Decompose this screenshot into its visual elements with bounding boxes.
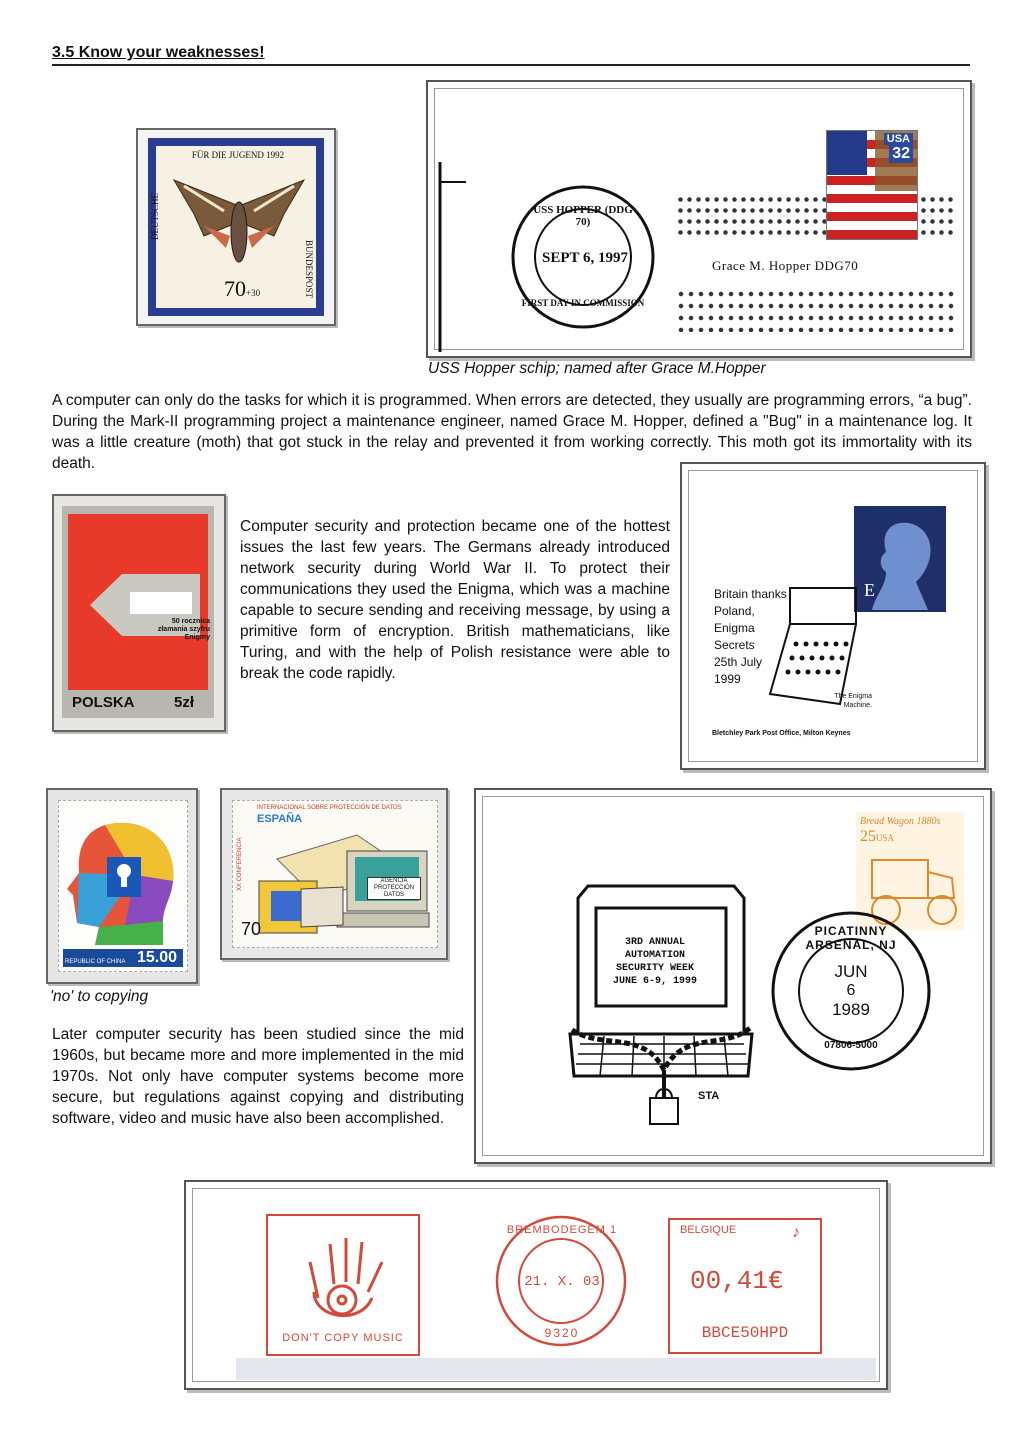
polska-stamp-value: 5zł	[174, 694, 195, 711]
picatinny-cancel-month: JUN	[834, 962, 868, 981]
brembodegem-code: 9320	[544, 1326, 580, 1340]
hopper-cover-border-line	[436, 162, 466, 352]
machin-stamp-letter: E	[864, 580, 875, 600]
picatinny-cancel-zip: 07806-5000	[824, 1040, 878, 1051]
polska-stamp	[52, 494, 226, 732]
espana-stamp-value: 70	[241, 919, 262, 939]
espana-stamp-top-text: INTERNACIONAL SOBRE PROTECCIÓN DE DATOS	[257, 805, 402, 811]
picatinny-cancel-day: 6	[846, 982, 856, 999]
queen-profile	[866, 516, 942, 610]
hopper-dot-row-bottom	[676, 288, 956, 332]
hopper-ship-line: Grace M. Hopper DDG70	[712, 258, 859, 273]
bpost-icon: ♪	[792, 1224, 800, 1241]
espana-stamp	[220, 788, 448, 960]
screen-line: JUNE 6-9, 1999	[612, 976, 697, 987]
page-heading-text: 3.5 Know your weaknesses!	[52, 44, 265, 61]
meter-id: BBCE50HPD	[701, 1324, 789, 1342]
enigma-text-line: Enigma	[714, 621, 755, 635]
dont-copy-music-text: DON'T COPY MUSIC	[282, 1332, 404, 1344]
china-stamp	[46, 788, 198, 984]
enigma-cover	[680, 462, 986, 770]
espana-stamp-country: ESPAÑA	[257, 813, 303, 825]
flag-stamp-country: USA	[884, 133, 913, 145]
moth-stamp-top-text: FÜR DIE JUGEND 1992	[191, 150, 285, 160]
screen-line: AUTOMATION	[624, 950, 685, 961]
china-stamp-value: 15.00	[137, 949, 178, 966]
hopper-cancel-ring-bottom: FIRST DAY IN COMMISSION	[521, 298, 645, 308]
polska-stamp-small-text: 50 rocznica złamania szyfru Enigmy	[157, 618, 210, 641]
moth-stamp-left-text: DEUTSCHE	[150, 193, 160, 240]
enigma-text-line: Britain thanks	[714, 587, 787, 601]
espana-stamp-agency: AGENCIA PROTECCIÓN DATOS	[367, 877, 421, 900]
meter-country: BELGIQUE	[680, 1224, 737, 1236]
moth-stamp	[136, 128, 336, 326]
hopper-caption: USS Hopper schip; named after Grace M.Hopper	[428, 360, 766, 377]
moth-illustration	[164, 166, 314, 276]
moth-stamp-surcharge: +30	[246, 288, 261, 298]
enigma-text-line: Poland,	[714, 604, 755, 618]
enigma-text-line: 25th July	[714, 655, 763, 669]
bread-wagon-country: USA	[876, 833, 895, 843]
meter-currency: €	[768, 1266, 784, 1296]
polska-stamp-country: POLSKA	[72, 694, 135, 711]
picatinny-cancel-year: 1989	[832, 1000, 870, 1019]
bread-wagon-title: Bread Wagon 1880s	[860, 816, 941, 827]
paragraph-later-security: Later computer security has been studied since the mid 1960s, but became more and more implemented in the mid 1970s. Not only have computer systems become more secure, but regulations against copying and distributing software, video and music have also been accomplished.	[52, 1026, 464, 1127]
moth-stamp-value	[224, 276, 260, 302]
picatinny-ring-top: PICATINNY ARSENAL, NJ	[805, 924, 897, 952]
bread-wagon-value	[860, 828, 894, 846]
machin-stamp	[854, 506, 946, 612]
flag-stamp-value: 32	[889, 145, 913, 163]
enigma-text-line: 1999	[714, 672, 741, 686]
meter-amount	[690, 1266, 784, 1296]
hopper-cancel-date: SEPT 6, 1997	[542, 250, 628, 266]
meter-strip-shadow	[236, 1358, 876, 1380]
moth-stamp-value-number: 70	[224, 276, 246, 301]
sta-label: STA	[698, 1090, 720, 1102]
hopper-cancel-ring-top: USS HOPPER (DDG 70)	[533, 204, 633, 228]
moth-stamp-right-text: BUNDESPOST	[304, 240, 314, 299]
screen-line: SECURITY WEEK	[615, 963, 694, 974]
espana-stamp-side-text: XX CONFERENCIA	[237, 837, 243, 891]
hopper-cover	[426, 80, 972, 358]
enigma-cover-footer: Bletchley Park Post Office, Milton Keynes	[712, 730, 851, 737]
meter-amount-value: 00,41	[690, 1266, 769, 1296]
paragraph-enigma: Computer security and protection became one of the hottest issues the last few years. The Germans already introduced network security during World War II. To protect their communications they used the Enigma, which was a machine capable to secure sending and receiving message, by using a primitive form of encryption. British mathematicians, like Turing, and with the help of Polish resistance were able to break the code rapidly.	[240, 518, 670, 682]
picatinny-cover	[474, 788, 992, 1164]
page-heading	[52, 44, 970, 66]
brembodegem-date: 21. X. 03	[524, 1274, 600, 1290]
dont-copy-music-slogan-box	[266, 1214, 420, 1356]
locked-computer-drawing	[564, 880, 754, 1130]
hand-cd-icon	[290, 1228, 394, 1328]
china-stamp-country: REPUBLIC OF CHINA	[65, 959, 126, 965]
enigma-machine-label: The Enigma Machine.	[834, 693, 872, 709]
enigma-text-line: Secrets	[714, 638, 755, 652]
bread-wagon-value-number: 25	[860, 828, 876, 845]
brembodegem-town: BREMBODEGEM 1	[506, 1224, 618, 1236]
no-copying-caption: 'no' to copying	[50, 988, 149, 1005]
computer-screen-text	[600, 936, 710, 988]
rainbow-head-lock	[65, 815, 183, 947]
paragraph-bug: A computer can only do the tasks for which it is programmed. When errors are detected, they usually are programming errors, “a bug”. During the Mark-II programming project a maintenance engineer, named Grace M. Hopper, defined a "Bug" in a maintenance log. It was a little creature (moth) that got stuck in the relay and prevented it from working correctly. This moth got its immortality with its death.	[52, 392, 972, 472]
meter-strip-cover	[184, 1180, 888, 1390]
screen-line: 3RD ANNUAL	[624, 937, 685, 948]
flag-stamp	[826, 130, 918, 240]
franking-meter-box	[668, 1218, 822, 1354]
